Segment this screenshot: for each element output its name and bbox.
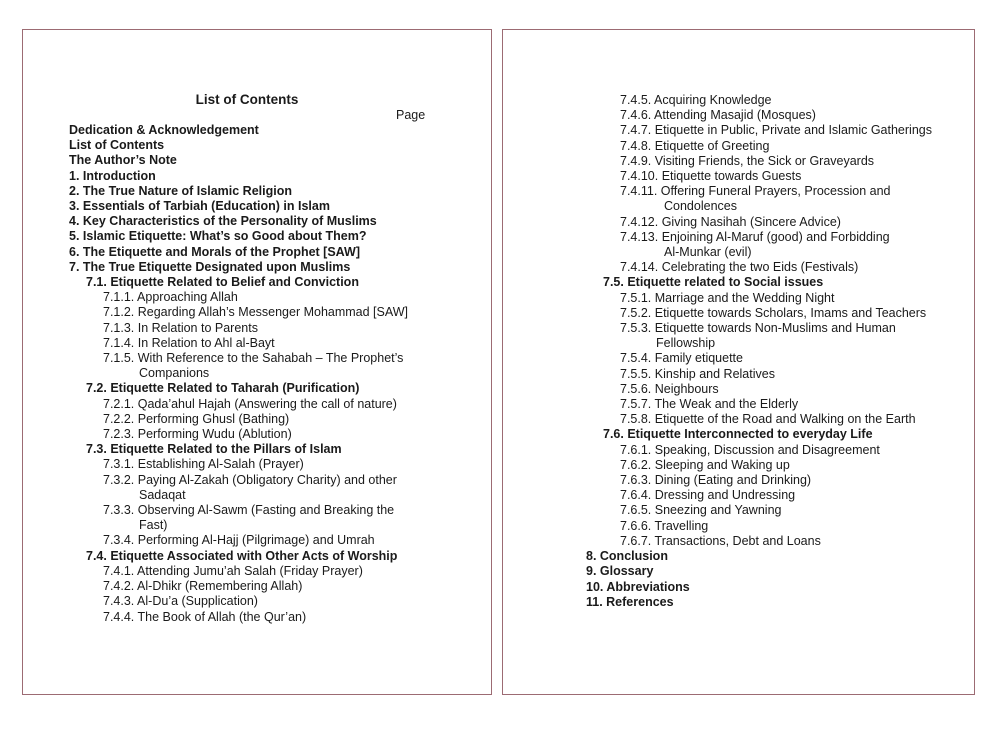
toc-entry[interactable] [620,534,932,549]
toc-entry-label: 7.6.6. Travelling [620,518,709,533]
toc-entry[interactable] [103,321,408,336]
toc-entry-label: 10. Abbreviations [586,579,690,594]
toc-entry[interactable] [620,291,932,306]
toc-entry[interactable] [86,549,408,564]
toc-entry-label: 7.4.2. Al-Dhikr (Remembering Allah) [103,579,303,594]
toc-entry[interactable] [620,488,932,503]
toc-entry[interactable] [586,595,932,610]
toc-entry-label: 6. The Etiquette and Morals of the Prophet [SAW] [69,244,360,259]
toc-entry-label: 7.6.2. Sleeping and Waking up [620,457,790,472]
toc-entry[interactable] [620,519,932,534]
toc-entry[interactable] [103,336,408,351]
toc-entry-label: 7.5.2. Etiquette towards Scholars, Imams and Teachers [620,305,927,320]
toc-entry-label: 7.5.8. Etiquette of the Road and Walking on the Earth [620,412,916,427]
toc-entry-label: 9. Glossary [586,564,654,579]
toc-list-right [586,93,932,610]
page-title: List of Contents [195,92,299,107]
toc-entry-continuation: Al-Munkar (evil) [664,245,752,260]
toc-entry-label: 7.1. Etiquette Related to Belief and Conviction [86,275,359,290]
toc-entry[interactable] [86,442,408,457]
toc-entry-label: 7.4.11. Offering Funeral Prayers, Procession and [620,184,891,199]
toc-entry-label: 7.5.5. Kinship and Relatives [620,366,775,381]
toc-entry[interactable] [620,397,932,412]
toc-entry[interactable] [603,275,932,290]
toc-entry[interactable] [103,579,408,594]
toc-entry[interactable] [103,397,408,412]
toc-entry[interactable] [586,549,932,564]
toc-entry-label: 5. Islamic Etiquette: What’s so Good about Them? [69,229,367,244]
toc-entry[interactable] [69,199,408,214]
toc-entry[interactable] [103,290,408,305]
toc-entry[interactable] [69,169,408,184]
toc-entry-label: 7.1.2. Regarding Allah’s Messenger Mohammad [SAW] [103,305,409,320]
toc-entry[interactable] [69,214,408,229]
toc-entry-label: The Author’s Note [69,153,177,168]
toc-entry-label: 7.1.5. With Reference to the Sahabah – The Prophet’s [103,351,404,366]
toc-entry[interactable] [86,381,408,396]
toc-entry[interactable] [603,427,932,442]
toc-entry-label: 7.5.7. The Weak and the Elderly [620,397,799,412]
toc-entry[interactable] [620,169,932,184]
toc-entry-label: 7.3.1. Establishing Al-Salah (Prayer) [103,457,304,472]
toc-entry-label: 7.3. Etiquette Related to the Pillars of Islam [86,442,342,457]
toc-entry-label: 7.4.6. Attending Masajid (Mosques) [620,108,816,123]
toc-entry-label: 2. The True Nature of Islamic Religion [69,183,292,198]
toc-entry-label: 7.6.5. Sneezing and Yawning [620,503,782,518]
toc-entry[interactable] [620,139,932,154]
toc-entry-label: 7.2. Etiquette Related to Taharah (Purification) [86,381,360,396]
toc-entry[interactable] [69,245,408,260]
toc-entry-continuation: Fellowship [656,336,716,351]
toc-entry[interactable] [103,610,408,625]
toc-entry-label: 7.3.3. Observing Al-Sawm (Fasting and Breaking the [103,503,395,518]
toc-entry-label: 7.3.4. Performing Al-Hajj (Pilgrimage) and Umrah [103,533,375,548]
toc-entry-label: 3. Essentials of Tarbiah (Education) in Islam [69,199,330,214]
toc-entry[interactable] [103,305,408,320]
toc-entry[interactable] [620,412,932,427]
toc-entry-label: 7.4.7. Etiquette in Public, Private and Islamic Gatherings [620,123,932,138]
toc-entry[interactable] [620,93,932,108]
toc-entry[interactable] [69,153,408,168]
toc-entry-label: 7.4.5. Acquiring Knowledge [620,93,772,107]
toc-entry[interactable] [103,427,408,442]
toc-entry-label: 7.5.3. Etiquette towards Non-Muslims and Human [620,321,896,336]
toc-entry-label: 7.6.3. Dining (Eating and Drinking) [620,473,812,488]
toc-entry-continuation: Companions [139,366,210,381]
toc-entry-label: 7.2.3. Performing Wudu (Ablution) [103,427,292,442]
toc-entry[interactable] [86,275,408,290]
toc-entry-label: 7.4.8. Etiquette of Greeting [620,138,770,153]
toc-entry-label: 7.6. Etiquette Interconnected to everyday Life [603,427,873,442]
toc-entry-label: 7.2.1. Qada’ahul Hajah (Answering the call of nature) [103,396,397,411]
toc-entry[interactable] [586,564,932,579]
toc-entry-label: 7.6.7. Transactions, Debt and Loans [620,533,821,548]
toc-entry-label: 7.1.1. Approaching Allah [103,290,238,305]
toc-entry-label: Dedication & Acknowledgement [69,123,259,137]
toc-entry[interactable] [103,594,408,609]
toc-entry[interactable] [620,443,932,458]
toc-entry[interactable] [103,412,408,427]
toc-entry-label: 7.1.3. In Relation to Parents [103,320,258,335]
toc-entry[interactable] [620,154,932,169]
right-page [502,29,975,695]
toc-entry[interactable] [620,473,932,488]
toc-entry-label: 7.5. Etiquette related to Social issues [603,275,824,290]
toc-entry[interactable] [103,564,408,579]
toc-entry[interactable] [586,580,932,595]
toc-entry-label: 7.4.12. Giving Nasihah (Sincere Advice) [620,214,841,229]
toc-entry-label: 7.4.9. Visiting Friends, the Sick or Graveyards [620,153,875,168]
toc-entry[interactable] [69,123,408,138]
toc-entry[interactable] [103,503,408,533]
toc-entry-label: 7.6.1. Speaking, Discussion and Disagreement [620,442,880,457]
toc-entry[interactable] [69,229,408,244]
toc-entry-label: 7.4.14. Celebrating the two Eids (Festivals) [620,260,859,275]
toc-entry[interactable] [620,108,932,123]
toc-entry-continuation: Condolences [664,199,737,214]
toc-entry-label: 7.5.1. Marriage and the Wedding Night [620,290,835,305]
toc-list-left [69,123,408,625]
toc-entry[interactable] [69,138,408,153]
toc-entry-continuation: Fast) [139,518,168,533]
toc-entry[interactable] [620,458,932,473]
toc-entry-label: 1. Introduction [69,168,156,183]
toc-entry-label: 7.6.4. Dressing and Undressing [620,488,796,503]
toc-entry[interactable] [620,215,932,230]
toc-entry-label: 7.4.13. Enjoining Al-Maruf (good) and Forbidding [620,229,890,244]
toc-entry-label: 7.5.4. Family etiquette [620,351,743,366]
toc-entry[interactable] [620,351,932,366]
toc-entry[interactable] [69,184,408,199]
toc-entry[interactable] [620,321,932,351]
page-column-heading: Page [396,108,426,122]
toc-entry-label: 7.4.3. Al-Du’a (Supplication) [103,594,258,609]
toc-entry[interactable] [620,367,932,382]
toc-entry-label: 7.4.1. Attending Jumu’ah Salah (Friday Prayer) [103,563,363,578]
toc-entry-label: List of Contents [69,138,165,153]
toc-entry[interactable] [620,382,932,397]
toc-entry[interactable] [69,260,408,275]
toc-entry[interactable] [620,123,932,138]
toc-entry-label: 7.2.2. Performing Ghusl (Bathing) [103,411,290,426]
toc-entry[interactable] [620,230,932,260]
toc-entry[interactable] [620,306,932,321]
toc-entry-label: 7.4.10. Etiquette towards Guests [620,169,802,184]
toc-entry-label: 11. References [586,594,674,609]
toc-entry-continuation: Sadaqat [139,487,186,502]
toc-entry-label: 8. Conclusion [586,549,668,564]
toc-entry-label: 7.1.4. In Relation to Ahl al-Bayt [103,335,275,350]
toc-entry[interactable] [620,503,932,518]
toc-entry-label: 7.4. Etiquette Associated with Other Acts of Worship [86,548,398,563]
left-page [22,29,492,695]
toc-entry-label: 7. The True Etiquette Designated upon Muslims [69,259,351,274]
toc-entry[interactable] [103,351,408,381]
toc-entry[interactable] [103,533,408,548]
toc-entry-label: 7.3.2. Paying Al-Zakah (Obligatory Charity) and other [103,472,397,487]
toc-entry-label: 7.4.4. The Book of Allah (the Qur’an) [103,609,307,624]
toc-entry[interactable] [620,260,932,275]
toc-entry-label: 7.5.6. Neighbours [620,381,719,396]
toc-entry[interactable] [620,184,932,214]
toc-entry[interactable] [103,473,408,503]
toc-entry[interactable] [103,457,408,472]
toc-entry-label: 4. Key Characteristics of the Personality of Muslims [69,214,377,229]
